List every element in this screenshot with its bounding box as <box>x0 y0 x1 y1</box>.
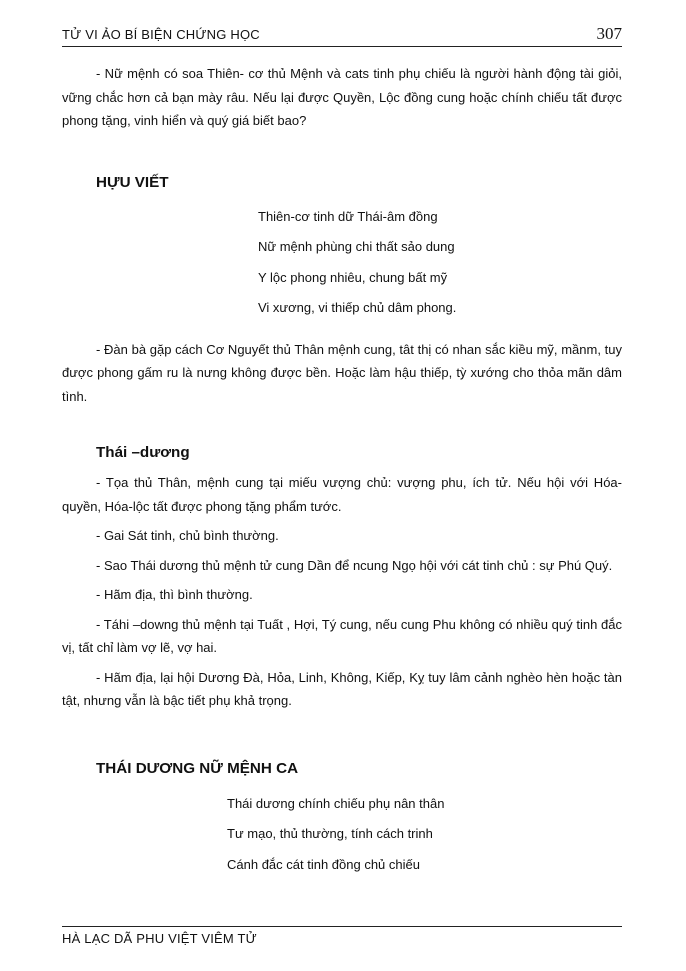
verse-block-huu-viet <box>62 202 622 324</box>
thai-duong-paragraph: - Táhi –downg thủ mệnh tại Tuất , Hợi, Tý cung, nếu cung Phu không có nhiều quý tinh đắc vị, tất chỉ làm vợ lẽ, vợ hai. <box>62 616 622 655</box>
thai-duong-paragraph: - Hãm địa, thì bình thường. <box>96 587 253 602</box>
verse-line: Y lộc phong nhiêu, chung bất mỹ <box>258 269 448 285</box>
thai-duong-paragraph: - Tọa thủ Thân, mệnh cung tại miếu vượng chủ: vượng phu, ích tử. Nếu hội với Hóa-quyền, Hóa-lộc tất được phong tặng phẩm tước. <box>62 475 622 514</box>
thai-duong-paragraph: - Sao Thái dương thủ mệnh tử cung Dần để ncung Ngọ hội với cát tinh chủ : sự Phú Quý. <box>96 557 613 573</box>
section-heading-huu-viet: HỰU VIẾT <box>96 173 169 191</box>
page-number: 307 <box>596 24 622 43</box>
section-heading-thai-duong: Thái –dương <box>96 444 190 461</box>
thai-duong-paragraph: - Hãm địa, lại hội Dương Đà, Hỏa, Linh, Không, Kiếp, Kỵ tuy lâm cảnh nghèo hèn hoặc tàn tật, nhưng vẫn là bậc tiết phụ khả trọng. <box>62 669 622 708</box>
verse-line: Tư mạo, thủ thường, tính cách trinh <box>227 826 433 841</box>
verse-line: Thiên-cơ tinh dữ Thái-âm đồng <box>258 208 438 224</box>
intro-paragraph: - Nữ mệnh có soa Thiên- cơ thủ Mệnh và cats tinh phụ chiếu là người hành động tài giỏi, vững chắc hơn cả bạn mày râu. Nếu lại được Quyền, Lộc đồng cung hoặc chính chiếu tất được phong tặng, vinh hiển và quý giá biết bao? <box>62 66 622 128</box>
section-spacer <box>62 719 622 757</box>
page-footer <box>62 926 622 946</box>
page-body <box>62 62 622 880</box>
huu-viet-commentary: - Đàn bà gặp cách Cơ Nguyết thủ Thân mệnh cung, tât thị có nhan sắc kiều mỹ, mầnm, tuy được phong gấm ru là nưng không được bền. Hoặc làm hậu thiếp, tỳ xướng cho thỏa mãn dâm tình. <box>62 341 622 404</box>
verse-line: Nữ mệnh phùng chi thất sảo dung <box>258 239 455 254</box>
verse-line: Cánh đắc cát tinh đồng chủ chiếu <box>227 856 420 872</box>
section-heading-thai-duong-nu-menh-ca: THÁI DƯƠNG NỮ MỆNH CA <box>96 759 299 777</box>
section-spacer <box>62 414 622 441</box>
verse-line: Vi xương, vi thiếp chủ dâm phong. <box>258 300 457 315</box>
thai-duong-paragraph: - Gai Sát tinh, chủ bình thường. <box>96 528 279 543</box>
page-header <box>62 24 622 47</box>
footer-author: HÀ LẠC DÃ PHU VIỆT VIÊM TỬ <box>62 931 257 946</box>
book-title: TỬ VI ẢO BÍ BIỆN CHỨNG HỌC <box>62 27 260 42</box>
verse-block-thai-duong-nu-menh-ca <box>62 789 622 881</box>
verse-line: Thái dương chính chiếu phụ nân thân <box>227 795 445 811</box>
section-spacer <box>62 139 622 171</box>
